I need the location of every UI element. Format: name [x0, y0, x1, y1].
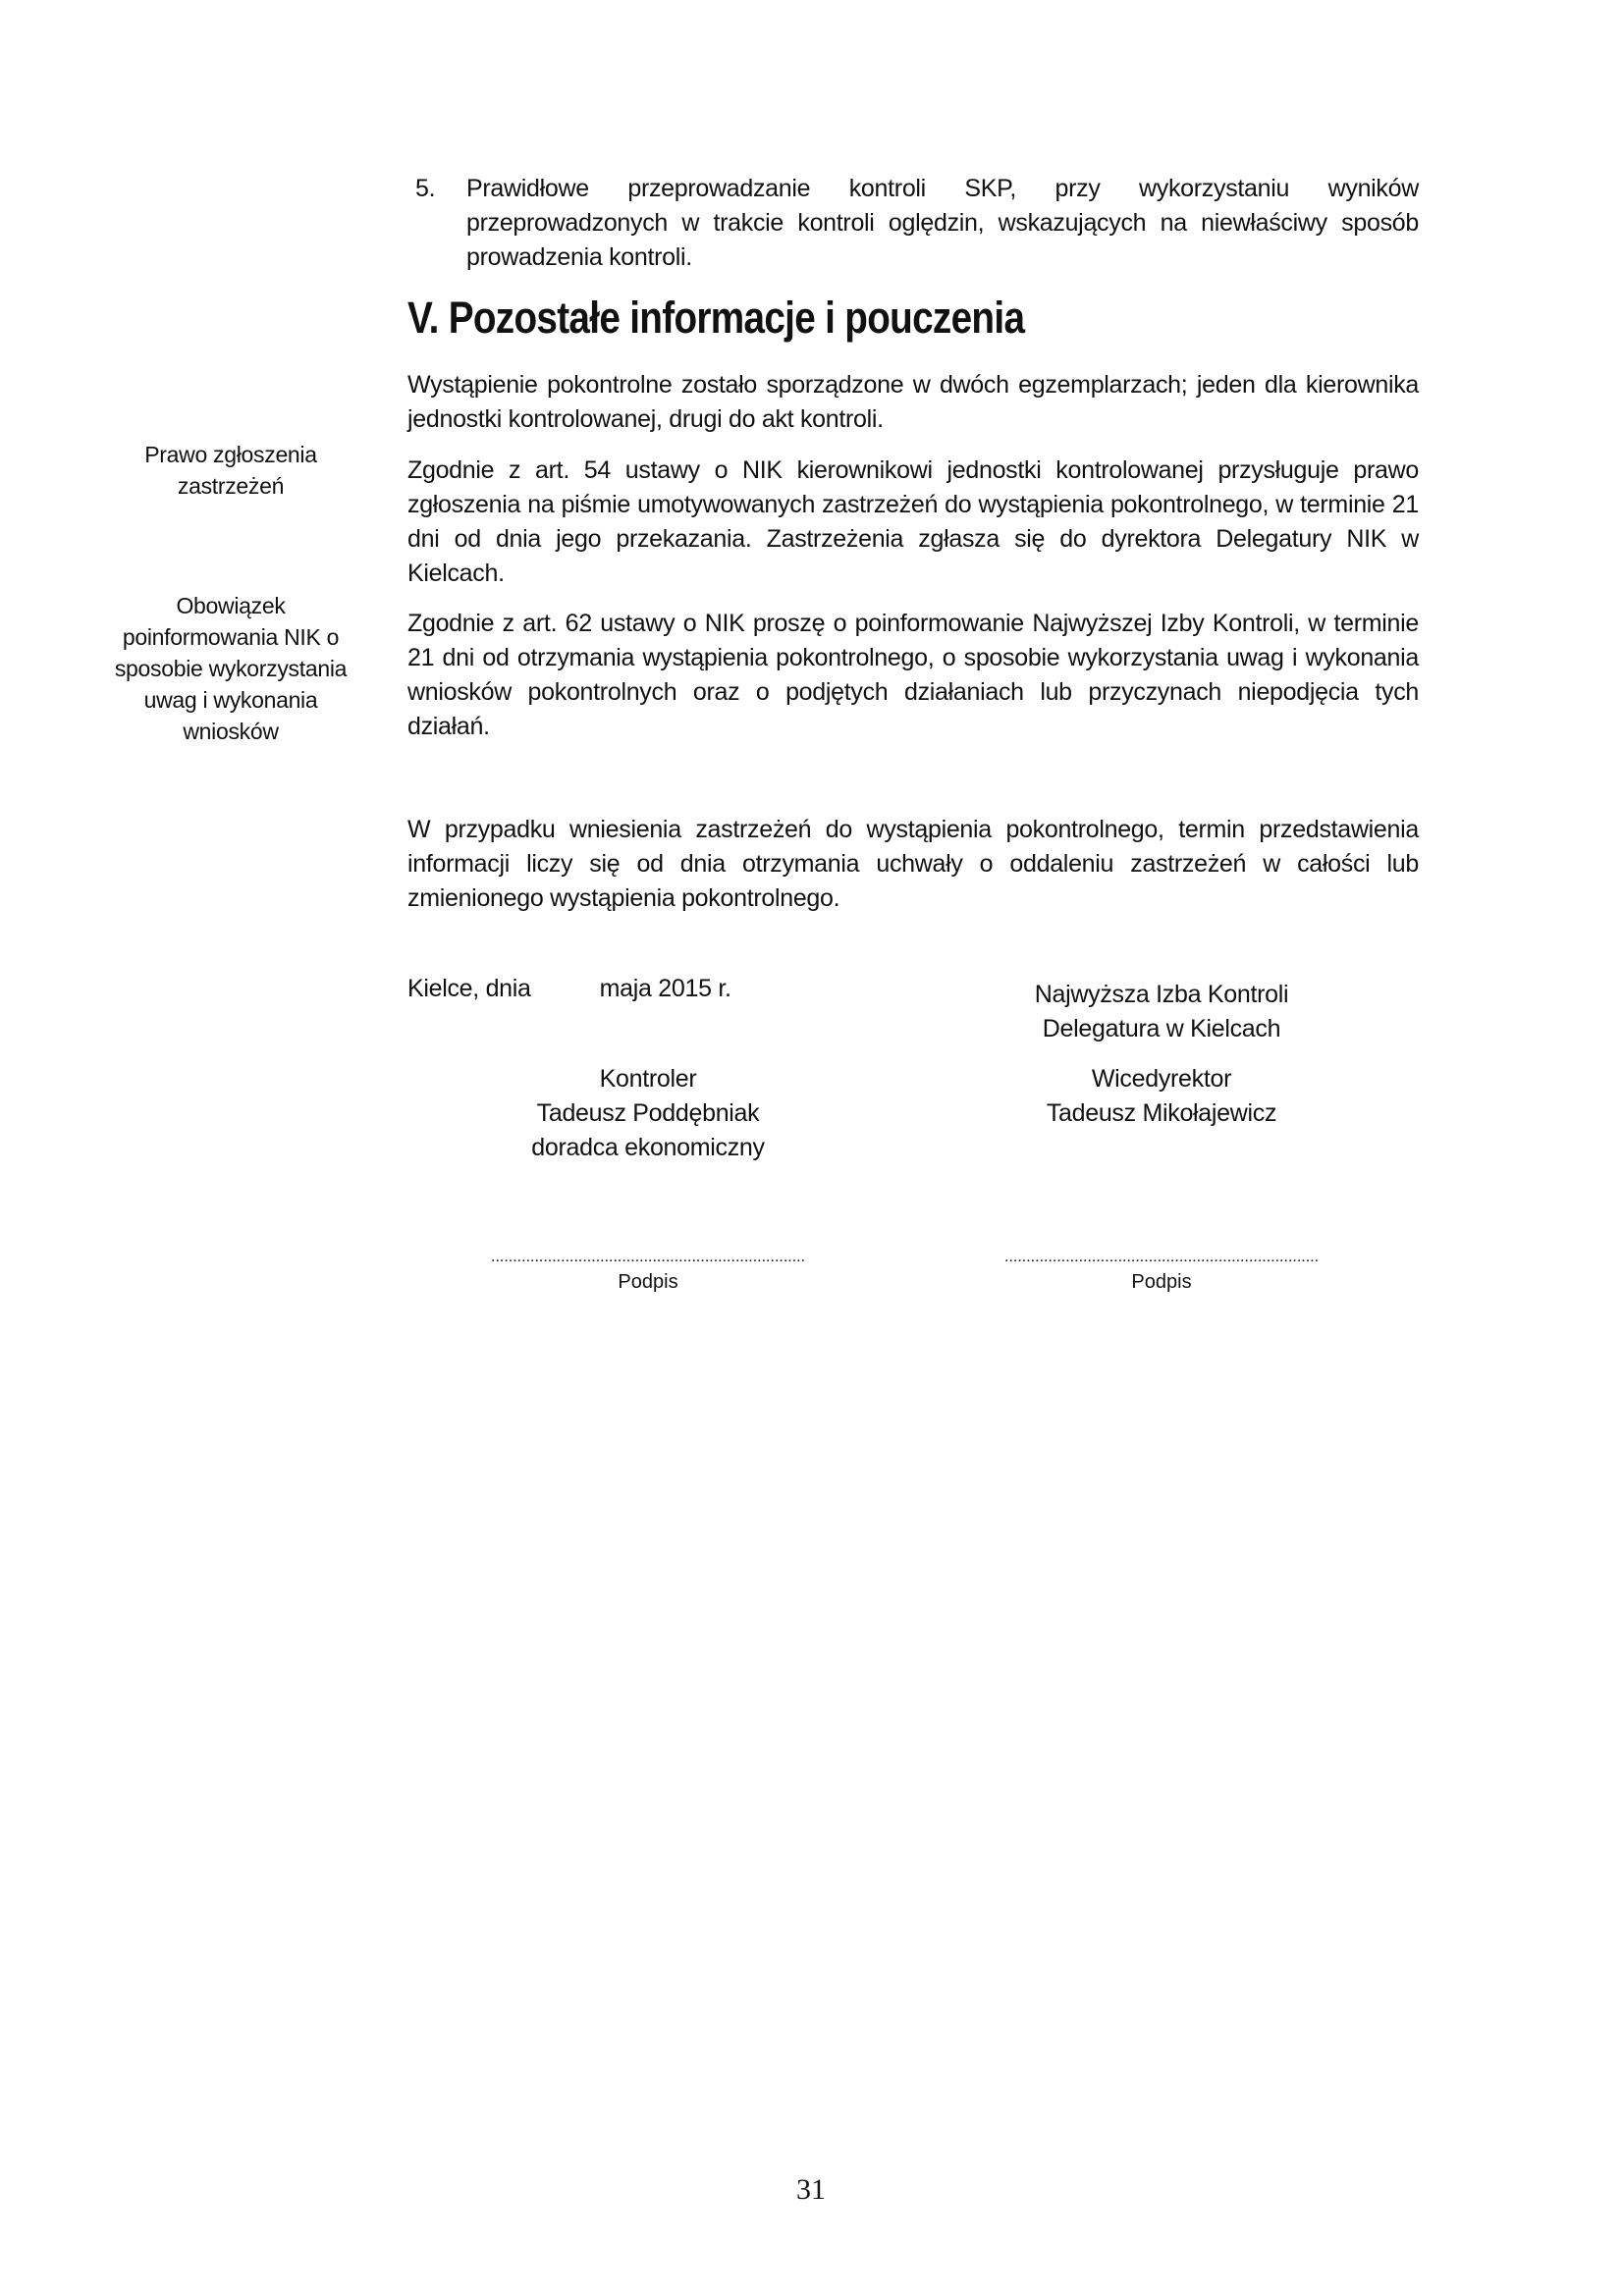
date: maja 2015 r.: [599, 975, 731, 1002]
signature-line-right: ........................................................................: [1004, 1249, 1319, 1265]
paragraph-text: Wystąpienie pokontrolne zostało sporządzone w dwóch egzemplarzach; jeden dla kierownika jednostki kontrolowanej, drugi do akt kontroli.: [407, 371, 1419, 433]
paragraph-art-54: [407, 454, 1419, 591]
paragraph-text: Zgodnie z art. 62 ustawy o NIK proszę o poinformowanie Najwyższej Izby Kontroli, w terminie 21 dni od otrzymania wystąpienia pokontrolnego, o sposobie wykorzystania uwag i wykonania wniosków pokontrolnych oraz o podjętych działaniach lub przyczynach niepodjęcia tych działań.: [407, 610, 1419, 740]
signatory-right-name: Tadeusz Mikołajewicz: [1046, 1099, 1277, 1127]
margin-note-obligation: Obowiązek poinformowania NIK o sposobie wykorzystania uwag i wykonania wniosków: [114, 593, 348, 744]
signature-label-left: Podpis: [618, 1271, 678, 1293]
page-number: 31: [796, 2173, 826, 2206]
signature-line-left: ........................................................................: [491, 1249, 805, 1265]
paragraph-copies: [407, 368, 1419, 437]
place-date: [407, 972, 731, 1006]
paragraph-text: Zgodnie z art. 54 ustawy o NIK kierownikowi jednostki kontrolowanej przysługuje prawo zgłoszenia na piśmie umotywowanych zastrzeżeń do wystąpienia pokontrolnego, w terminie 21 dni od dnia jego przekazania. Zastrzeżenia zgłasza się do dyrektora Delegatury NIK w Kielcach.: [407, 456, 1419, 587]
institution-block: [985, 978, 1338, 1046]
margin-note-objections: Prawo zgłoszenia zastrzeżeń: [144, 442, 317, 499]
institution-name: Najwyższa Izba Kontroli: [1034, 981, 1289, 1008]
signatory-left-role: Kontroler: [599, 1065, 697, 1093]
signatory-left-name: Tadeusz Poddębniak: [536, 1099, 760, 1127]
list-item-text: Prawidłowe przeprowadzanie kontroli SKP, przy wykorzystaniu wyników przeprowadzonych w trakcie kontroli oględzin, wskazujących na niewłaściwy sposób prowadzenia kontroli.: [466, 175, 1419, 271]
signatory-left: [471, 1062, 825, 1165]
signatory-left-title: doradca ekonomiczny: [531, 1134, 765, 1161]
section-heading: V. Pozostałe informacje i pouczenia: [407, 293, 1025, 343]
paragraph-objections-deadline: [407, 813, 1419, 916]
paragraph-art-62: [407, 607, 1419, 744]
paragraph-text: W przypadku wniesienia zastrzeżeń do wystąpienia pokontrolnego, termin przedstawienia informacji liczy się od dnia otrzymania uchwały o oddaleniu zastrzeżeń w całości lub zmienionego wystąpienia pokontrolnego.: [407, 816, 1419, 912]
numbered-list-item: [415, 172, 1419, 275]
place: Kielce, dnia: [407, 975, 531, 1002]
signatory-right-role: Wicedyrektor: [1091, 1065, 1232, 1093]
list-item-number: 5.: [415, 175, 436, 202]
signature-label-right: Podpis: [1131, 1271, 1192, 1293]
institution-branch: Delegatura w Kielcach: [1042, 1015, 1281, 1042]
signatory-right: [985, 1062, 1338, 1131]
